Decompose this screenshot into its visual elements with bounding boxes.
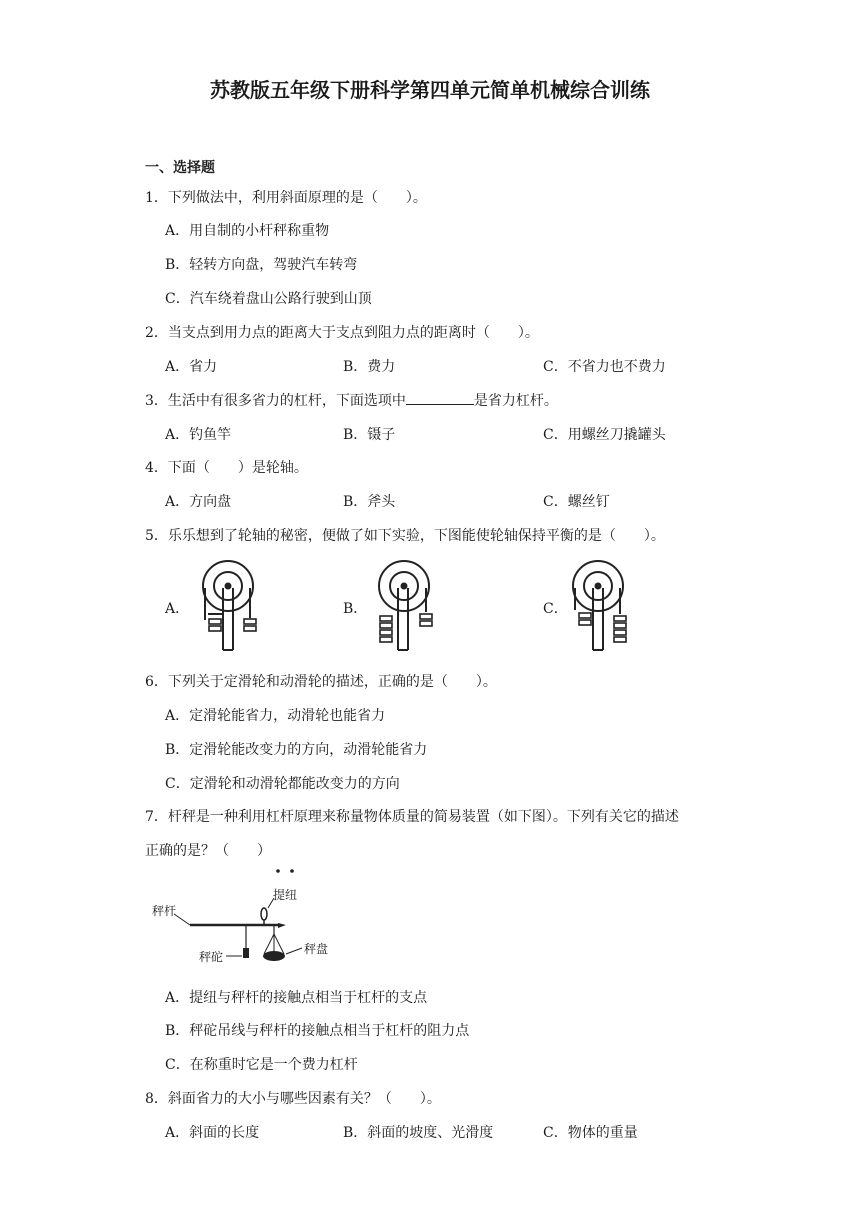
question-3-stem-after: 是省力杠杆。 (473, 393, 558, 409)
wheel-axle-figure-a (200, 558, 270, 654)
question-3-stem (145, 390, 558, 410)
question-2-stem: 2．当支点到用力点的距离大于支点到阻力点的距离时（ ）。 (145, 325, 539, 341)
wheel-axle-figure-c (570, 558, 640, 654)
question-3-option-a: A．钓鱼竿 (165, 427, 232, 443)
section-heading: 一、选择题 (145, 160, 215, 176)
steelyard-pan-label: 秤盘 (304, 942, 329, 956)
question-1-option-a: A．用自制的小杆秤称重物 (165, 223, 330, 239)
steelyard-weight-label: 秤砣 (199, 950, 224, 964)
question-5-option-c: C． (543, 601, 568, 617)
question-7-stem-line-1: 7．杆秤是一种利用杠杆原理来称量物体质量的简易装置（如下图）。下列有关它的描述 (145, 809, 679, 825)
question-8-option-a: A．斜面的长度 (165, 1125, 260, 1141)
question-7-option-a: A．提纽与秤杆的接触点相当于杠杆的支点 (165, 990, 428, 1006)
question-4-stem: 4．下面（ ）是轮轴。 (145, 460, 308, 476)
question-6-option-a: A．定滑轮能省力，动滑轮也能省力 (165, 708, 386, 724)
question-3-stem-before: 3．生活中有很多省力的杠杆，下面选项中 (145, 393, 406, 409)
question-1-stem: 1．下列做法中，利用斜面原理的是（ ）。 (145, 190, 427, 206)
question-7-option-c: C．在称重时它是一个费力杠杆 (165, 1057, 358, 1073)
question-5-option-a: A． (165, 601, 190, 617)
question-6-option-b: B．定滑轮能改变力的方向，动滑轮能省力 (165, 742, 428, 758)
question-7-option-b: B．秤砣吊线与秤杆的接触点相当于杠杆的阻力点 (165, 1023, 470, 1039)
question-3-option-c: C．用螺丝刀撬罐头 (543, 427, 666, 443)
question-4-option-a: A．方向盘 (165, 494, 232, 510)
question-1-option-b: B．轻转方向盘，驾驶汽车转弯 (165, 257, 358, 273)
steelyard-rod-label: 秤杆 (152, 904, 177, 918)
question-2-option-c: C．不省力也不费力 (543, 359, 666, 375)
question-8-option-c: C．物体的重量 (543, 1125, 638, 1141)
question-7-stem-line-2: 正确的是？（ ） (145, 843, 271, 859)
question-8-option-b: B．斜面的坡度、光滑度 (343, 1125, 494, 1141)
question-4-option-b: B．斧头 (343, 494, 396, 510)
document-title: 苏教版五年级下册科学第四单元简单机械综合训练 (210, 78, 650, 102)
steelyard-knob-label: 提纽 (273, 888, 298, 902)
question-2-option-a: A．省力 (165, 359, 218, 375)
question-3-option-b: B．镊子 (343, 427, 396, 443)
question-5-stem: 5．乐乐想到了轮轴的秘密，便做了如下实验，下图能使轮轴保持平衡的是（ ）。 (145, 528, 665, 544)
question-8-stem: 8．斜面省力的大小与哪些因素有关？（ ）。 (145, 1091, 441, 1107)
question-6-option-c: C．定滑轮和动滑轮都能改变力的方向 (165, 776, 400, 792)
question-2-option-b: B．费力 (343, 359, 396, 375)
question-5-option-b: B． (343, 601, 368, 617)
question-4-option-c: C．螺丝钉 (543, 494, 610, 510)
wheel-axle-figure-b (374, 558, 444, 654)
answer-blank (406, 390, 474, 405)
question-6-stem: 6．下列关于定滑轮和动滑轮的描述，正确的是（ ）。 (145, 674, 497, 690)
question-1-option-c: C．汽车绕着盘山公路行驶到山顶 (165, 291, 372, 307)
